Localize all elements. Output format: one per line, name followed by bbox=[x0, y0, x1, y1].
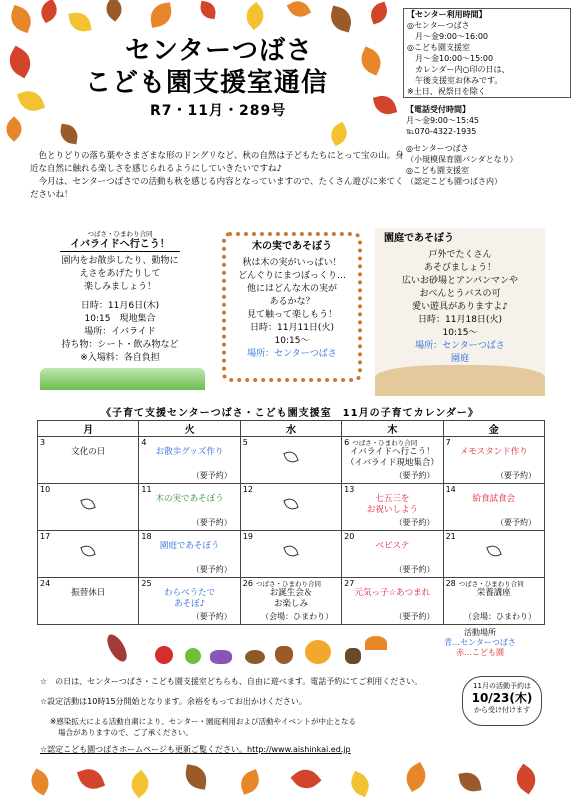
info-box bbox=[403, 8, 571, 189]
reservation-required-label: （要予約） bbox=[496, 471, 536, 480]
card-line: 愛い遊具がありますよ♪ bbox=[412, 302, 508, 312]
place-line: （小規模保育園パンダとなり） bbox=[406, 155, 518, 164]
calendar-event: 振替休日 bbox=[71, 588, 106, 598]
calendar-event: 木の実であそぼう bbox=[155, 494, 224, 504]
calendar-day-cell bbox=[38, 578, 139, 625]
reservation-required-label: （要予約） bbox=[496, 518, 536, 527]
usage-line: ※土日、祝祭日を除く bbox=[407, 87, 486, 96]
day-number: 14 bbox=[445, 485, 456, 494]
free-play-leaf-icon bbox=[283, 449, 298, 464]
calendar-event: 元気っ子☆あつまれ bbox=[354, 588, 431, 598]
calendar-day-cell bbox=[38, 437, 139, 484]
calendar-event: メモスタンド作り bbox=[459, 447, 528, 457]
phone-hours-title: 【電話受付時間】 bbox=[406, 105, 470, 114]
footer-note-cancel-2: 場合がありますので、ご了承ください。 bbox=[58, 728, 193, 737]
calendar-event: お散歩グッズ作り bbox=[155, 447, 224, 457]
phone-number: ℡070-4322-1935 bbox=[406, 127, 477, 136]
card-line: 園庭 bbox=[450, 354, 469, 364]
day-number: 5 bbox=[242, 438, 248, 447]
day-number: 25 bbox=[141, 579, 152, 588]
card-line: 場所：イバライド bbox=[84, 327, 156, 337]
calendar-day-cell bbox=[240, 484, 341, 531]
card-line: 楽しみましょう！ bbox=[83, 282, 156, 292]
card-line: 場所：センターつばさ bbox=[415, 341, 505, 351]
reservation-required-label: （要予約） bbox=[191, 565, 232, 574]
calendar-day-cell bbox=[443, 578, 544, 625]
calendar-day-cell bbox=[38, 531, 139, 578]
deadline-line: から受け付けます bbox=[474, 706, 530, 714]
deadline-line: 11月の活動予約は bbox=[473, 682, 531, 690]
venue-label: （会場：ひまわり） bbox=[261, 612, 334, 621]
day-number: 6 bbox=[344, 438, 350, 447]
card-line: 日時：11月11日(火) bbox=[250, 323, 334, 333]
card-line: 場所：センターつばさ bbox=[247, 349, 337, 359]
footer-note-cancel: ※感染拡大による活動自粛により、センター・園庭利用および活動やイベントが中止となる bbox=[50, 717, 356, 726]
calendar-legend bbox=[420, 628, 540, 658]
free-play-leaf-icon bbox=[80, 496, 95, 511]
calendar-event: イバライドへ行こう！ bbox=[350, 447, 435, 457]
usage-line: 月～金9:00～16:00 bbox=[415, 32, 489, 41]
calendar-body bbox=[38, 437, 545, 625]
day-number: 21 bbox=[445, 532, 456, 541]
day-number: 13 bbox=[344, 485, 355, 494]
usage-hours-title: 【センター利用時間】 bbox=[407, 10, 487, 19]
calendar-event-line2: あそぼ♪ bbox=[174, 599, 206, 609]
card-title: 木の実であそぼう bbox=[252, 241, 332, 252]
usage-hours-section bbox=[403, 8, 571, 98]
place-line: ◎センターつばさ bbox=[406, 144, 469, 153]
free-play-leaf-icon bbox=[283, 496, 298, 511]
calendar-day-cell bbox=[139, 437, 240, 484]
card-line: 10:15～ bbox=[442, 328, 478, 338]
card-line: 日時：11月18日(火) bbox=[418, 315, 502, 325]
calendar-event: 七五三を bbox=[375, 494, 410, 504]
usage-line: 午後支援室お休みです。 bbox=[415, 76, 503, 85]
reservation-required-label: （要予約） bbox=[394, 518, 435, 527]
card-line: 他にはどんな木の実が bbox=[246, 284, 337, 294]
newsletter-title-line2: こども園支援室通信 bbox=[85, 68, 329, 98]
calendar-day-cell bbox=[240, 437, 341, 484]
reservation-required-label: （要予約） bbox=[394, 612, 435, 621]
event-card-garden bbox=[380, 232, 540, 366]
usage-line: ◎こども園支援室 bbox=[407, 43, 470, 52]
weekday-tue: 火 bbox=[139, 421, 240, 437]
calendar-day-cell bbox=[38, 484, 139, 531]
calendar-table bbox=[37, 420, 545, 625]
card-line: ※入場料：各自負担 bbox=[80, 353, 160, 363]
event-card-ibaraide bbox=[40, 230, 200, 365]
place-line: （認定こども園つばさ内） bbox=[406, 177, 502, 186]
calendar-day-cell bbox=[443, 484, 544, 531]
card-line: えさをあげたりして bbox=[79, 269, 161, 279]
calendar-event-line2: お楽しみ bbox=[273, 599, 308, 609]
legend-title: 活動場所 bbox=[464, 628, 496, 637]
calendar-week-row bbox=[38, 484, 545, 531]
calendar-event: 給食試食会 bbox=[472, 494, 516, 504]
day-number: 20 bbox=[344, 532, 355, 541]
card-line: あるかな？ bbox=[269, 297, 315, 307]
calendar-event: 栄養講座 bbox=[476, 588, 511, 598]
card-caption: つばさ・ひまわり合同 bbox=[87, 230, 153, 238]
calendar-day-cell bbox=[342, 484, 443, 531]
day-number: 10 bbox=[40, 485, 51, 494]
calendar-day-cell bbox=[240, 531, 341, 578]
footer-note-start-time: ☆設定活動は10時15分開始となります。余裕をもってお出かけください。 bbox=[40, 697, 307, 706]
calendar-day-cell bbox=[240, 578, 341, 625]
calendar-event: 文化の日 bbox=[71, 447, 106, 457]
card-line: 広いお砂場とアンパンマンや bbox=[401, 276, 518, 286]
playground-illustration bbox=[40, 368, 205, 390]
card-line: 園内をお散歩したり、動物に bbox=[61, 256, 179, 266]
calendar-day-cell bbox=[139, 484, 240, 531]
joint-event-caption: つばさ・ひまわり合同 bbox=[458, 580, 524, 588]
card-line: あそびましょう！ bbox=[423, 263, 496, 273]
day-number: 28 bbox=[445, 579, 456, 588]
reservation-required-label: （要予約） bbox=[191, 471, 232, 480]
calendar-day-cell bbox=[342, 578, 443, 625]
day-number: 19 bbox=[242, 532, 253, 541]
usage-line: 月～金10:00～15:00 bbox=[415, 54, 494, 63]
phone-line: 月～金9:00～15:45 bbox=[406, 116, 480, 125]
joint-event-caption: つばさ・ひまわり合同 bbox=[255, 580, 321, 588]
newsletter-title-line1: センターつばさ bbox=[125, 36, 313, 66]
calendar-event: ベビステ bbox=[375, 541, 410, 551]
reservation-deadline-badge bbox=[462, 676, 542, 726]
card-line: 戸外でたくさん bbox=[428, 250, 492, 260]
free-play-leaf-icon bbox=[80, 543, 95, 558]
day-number: 26 bbox=[242, 579, 253, 588]
weekday-mon: 月 bbox=[38, 421, 139, 437]
calendar-event: 園庭であそぼう bbox=[159, 541, 220, 551]
calendar-week-row bbox=[38, 578, 545, 625]
free-play-leaf-icon bbox=[283, 543, 298, 558]
calendar-day-cell bbox=[139, 578, 240, 625]
calendar-day-cell bbox=[443, 531, 544, 578]
fruit-decoration bbox=[100, 628, 400, 673]
reservation-required-label: （要予約） bbox=[191, 518, 232, 527]
day-number: 4 bbox=[141, 438, 147, 447]
joint-event-caption: つばさ・ひまわり合同 bbox=[352, 439, 418, 447]
calendar-day-cell bbox=[443, 437, 544, 484]
legend-red: 赤…こども園 bbox=[456, 648, 504, 657]
card-line: どんぐりにまつぼっくり… bbox=[237, 271, 346, 281]
card-line: 秋は木の実がいっぱい！ bbox=[242, 258, 342, 268]
phone-hours-section bbox=[403, 104, 571, 187]
calendar-event-line2: お祝いしよう bbox=[366, 505, 418, 515]
card-line: おべんとうバスの可 bbox=[419, 289, 501, 299]
card-title: イバライドへ行こう！ bbox=[60, 238, 180, 252]
intro-paragraph: 色とりどりの落ち葉やさまざまな形のドングリなど、秋の自然は子どもたちにとって宝の山。身近な自然に触れる楽しさを感じられるようにしていきたいですね♪ bbox=[30, 151, 404, 174]
calendar-header-row bbox=[38, 421, 545, 437]
calendar-event-line2: （イバライド現地集合） bbox=[345, 458, 439, 468]
issue-number: R7・11月・289号 bbox=[150, 103, 287, 119]
event-card-nuts bbox=[228, 240, 356, 361]
reservation-required-label: （要予約） bbox=[191, 612, 232, 621]
weekday-wed: 水 bbox=[240, 421, 341, 437]
day-number: 24 bbox=[40, 579, 51, 588]
footer-note-free-play: ☆ の日は、センターつばさ・こども園支援室どちらも、自由に遊べます。電話予約にてご利用ください。 bbox=[40, 677, 423, 686]
card-line: 10:15 現地集合 bbox=[84, 314, 156, 324]
free-play-leaf-icon bbox=[486, 543, 501, 558]
reservation-required-label: （要予約） bbox=[394, 565, 435, 574]
day-number: 3 bbox=[40, 438, 46, 447]
calendar-title: 《子育て支援センターつばさ・こども園支援室 11月の子育てカレンダー》 bbox=[101, 408, 479, 419]
usage-line: カレンダー内○印の日は、 bbox=[415, 65, 510, 74]
calendar-week-row bbox=[38, 531, 545, 578]
card-title: 園庭であそぼう bbox=[384, 233, 454, 244]
card-line: 10:15～ bbox=[274, 336, 310, 346]
card-line: 日時：11月6日(木) bbox=[80, 301, 160, 311]
deadline-date: 10/23(木) bbox=[471, 691, 533, 705]
calendar-day-cell bbox=[342, 531, 443, 578]
intro-text bbox=[30, 150, 410, 202]
place-line: ◎こども園支援室 bbox=[406, 166, 469, 175]
card-line: 見て触って楽しもう！ bbox=[246, 310, 337, 320]
day-number: 11 bbox=[141, 485, 152, 494]
venue-label: （会場：ひまわり） bbox=[464, 612, 536, 621]
weekday-fri: 金 bbox=[443, 421, 544, 437]
calendar-event: わらべうたで bbox=[164, 588, 216, 598]
day-number: 17 bbox=[40, 532, 51, 541]
calendar-week-row bbox=[38, 437, 545, 484]
day-number: 7 bbox=[445, 438, 451, 447]
day-number: 27 bbox=[344, 579, 355, 588]
card-line: 持ち物：シート・飲み物など bbox=[61, 340, 179, 350]
intro-paragraph: 今月は、センターつばさでの活動も秋を感じる内容となっていますので、たくさん遊びに来てくださいね！ bbox=[30, 177, 404, 200]
autumn-leaf-decoration-bottom bbox=[0, 762, 577, 800]
reservation-required-label: （要予約） bbox=[394, 471, 435, 480]
usage-line: ◎センターつばさ bbox=[407, 21, 470, 30]
weekday-thu: 木 bbox=[342, 421, 443, 437]
calendar-day-cell bbox=[139, 531, 240, 578]
footer-homepage-link[interactable]: ☆認定こども園つばさホームページも更新ご覧ください。http://www.aishinkai.ed.jp bbox=[40, 745, 351, 754]
legend-blue: 青…センターつばさ bbox=[444, 638, 516, 647]
calendar-event: お誕生会＆ bbox=[269, 588, 313, 598]
day-number: 18 bbox=[141, 532, 152, 541]
day-number: 12 bbox=[242, 485, 253, 494]
sandbox-illustration bbox=[375, 365, 545, 396]
calendar-day-cell bbox=[342, 437, 443, 484]
